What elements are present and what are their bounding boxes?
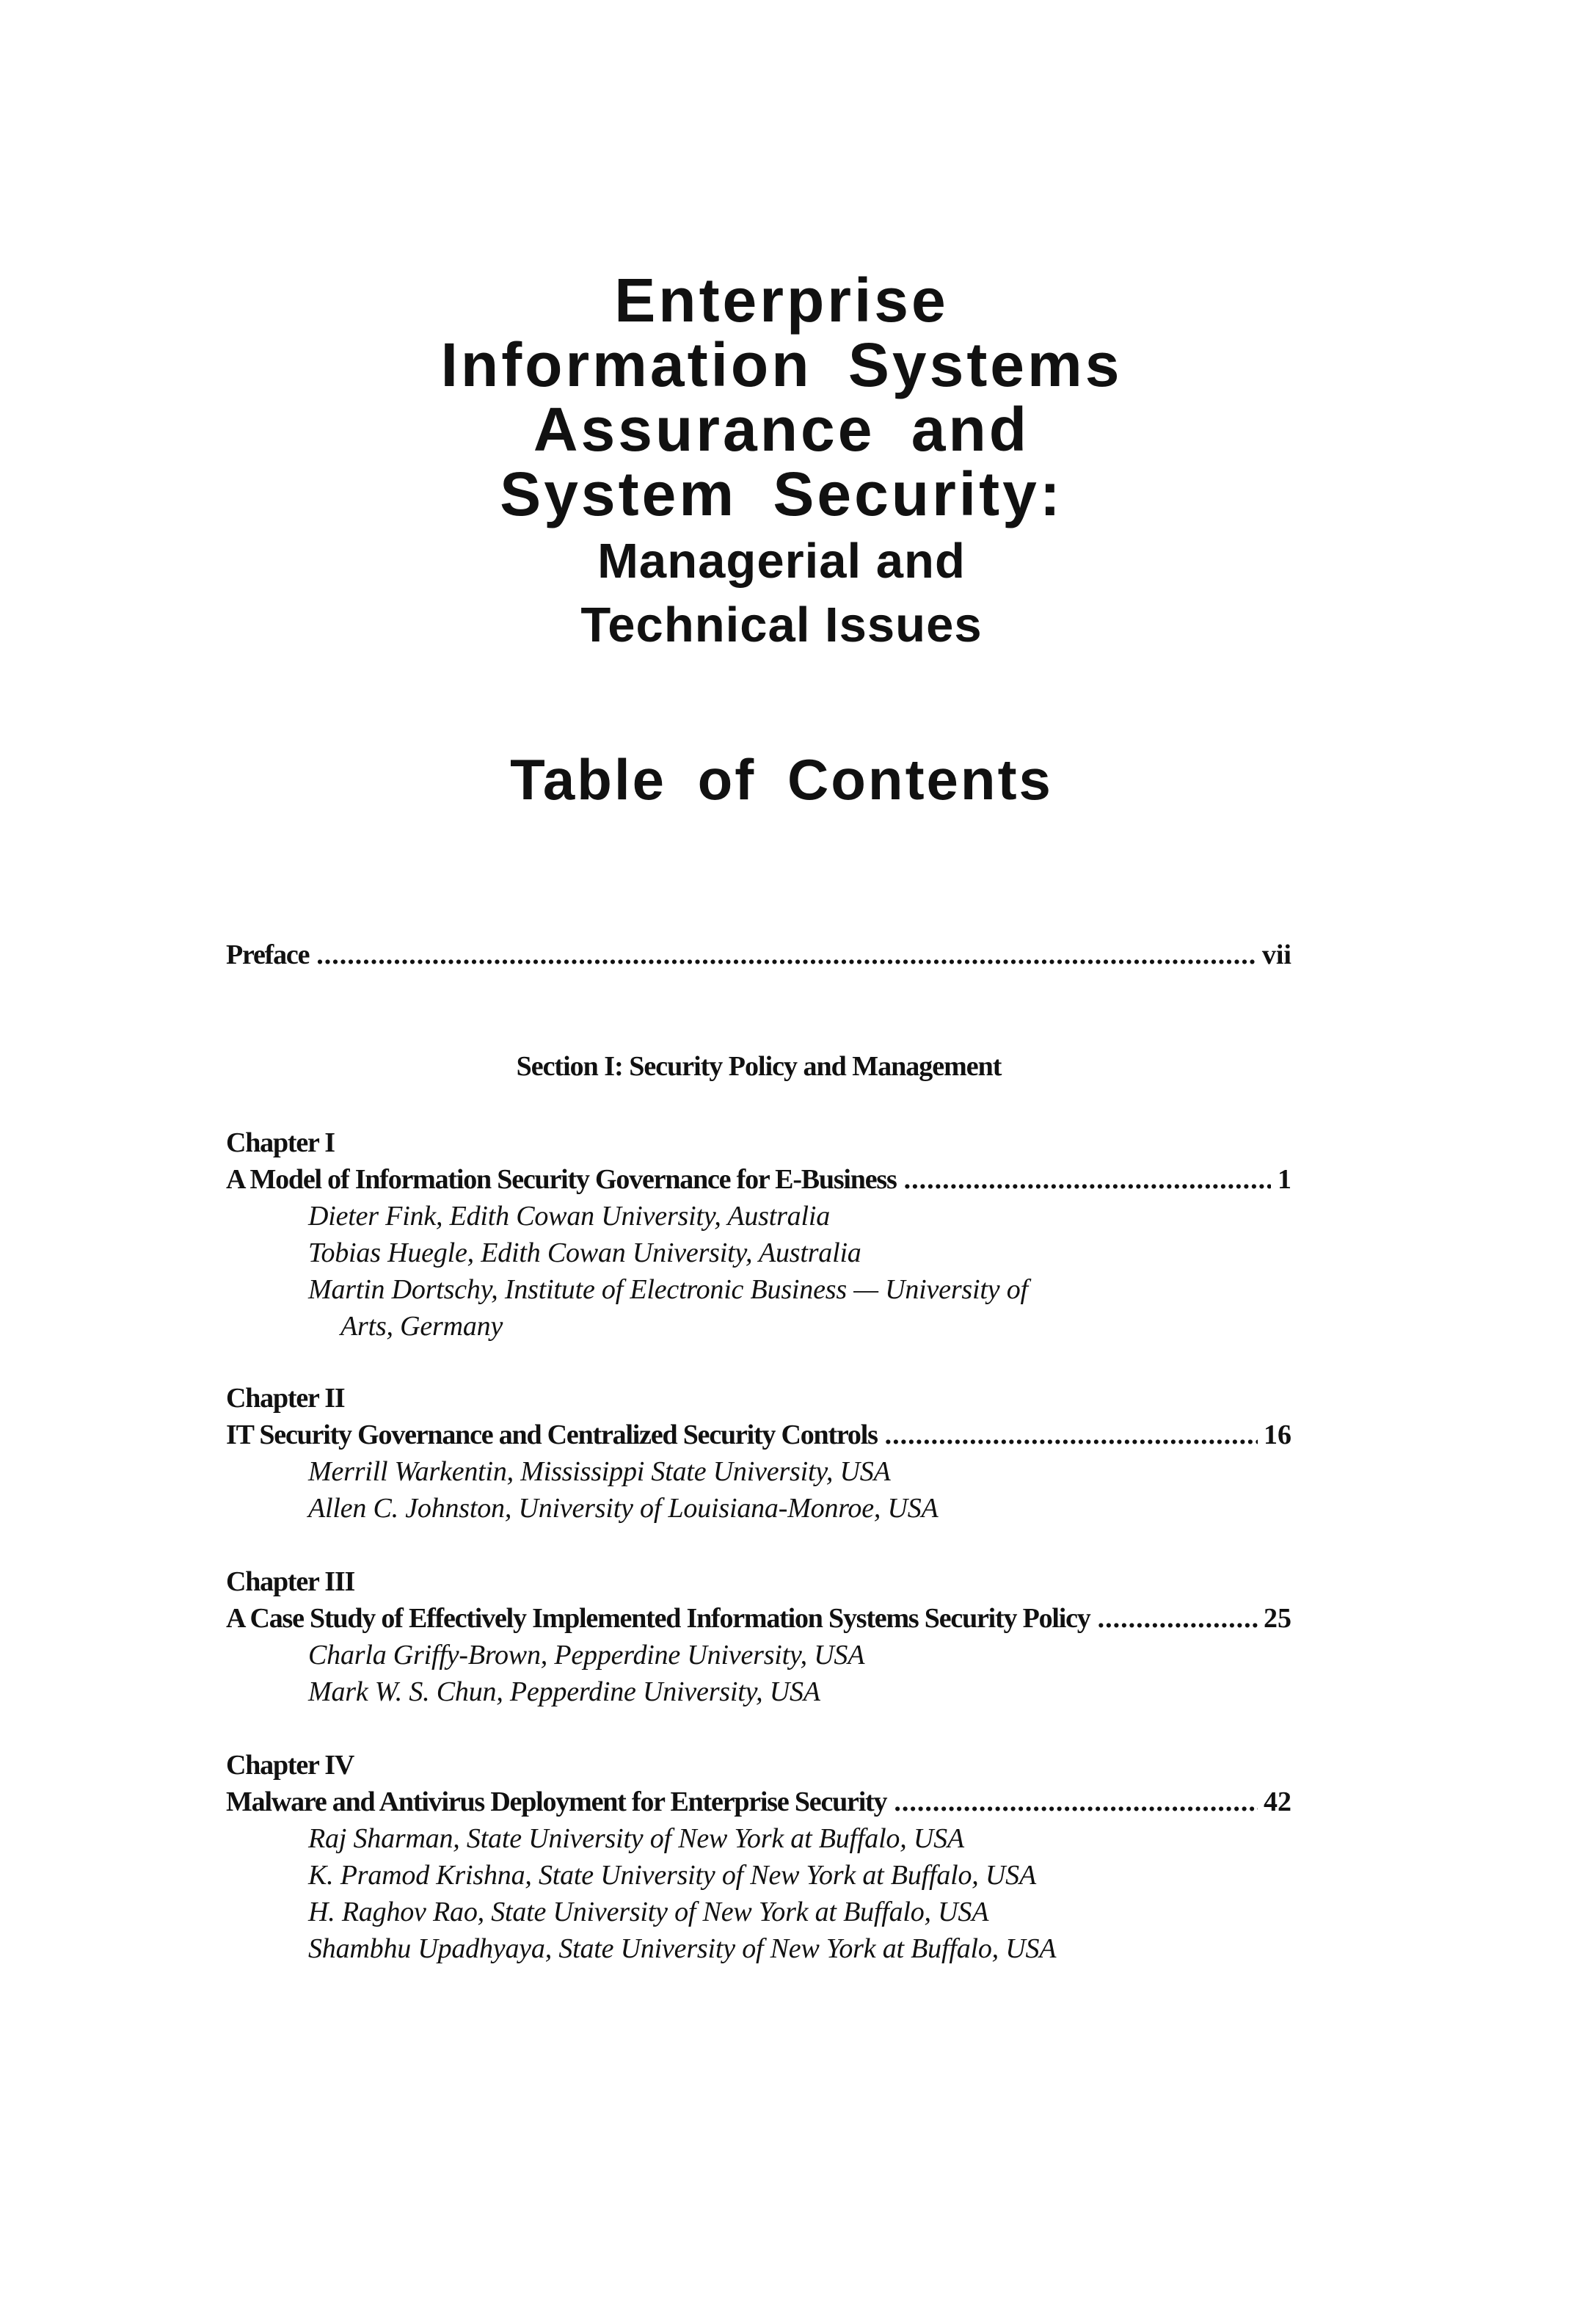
chapter-title: IT Security Governance and Centralized Security Controls (226, 1419, 878, 1450)
book-title (0, 268, 1563, 657)
entry-title: Preface (226, 939, 310, 970)
dot-leader (894, 1784, 1258, 1820)
title-line: Assurance and (533, 395, 1030, 464)
author-line: Shambhu Upadhyaya, State University of New York at Buffalo, USA (308, 1933, 1057, 1964)
subtitle-line: Managerial and (597, 534, 966, 589)
dot-leader (885, 1417, 1258, 1453)
author-line: Tobias Huegle, Edith Cowan University, Australia (308, 1237, 861, 1268)
title-line: Information Systems (440, 330, 1123, 399)
preface-entry (226, 937, 1291, 973)
dot-leader (316, 937, 1256, 973)
chapter-title: Malware and Antivirus Deployment for Enterprise Security (226, 1786, 887, 1817)
title-line: Enterprise (614, 266, 949, 335)
author-line: Allen C. Johnston, University of Louisiana-Monroe, USA (308, 1493, 939, 1524)
chapter-label: Chapter IV (226, 1750, 354, 1781)
author-line: Merrill Warkentin, Mississippi State University, USA (308, 1456, 891, 1487)
chapter-title: A Case Study of Effectively Implemented Information Systems Security Policy (226, 1603, 1090, 1634)
toc-entry-chapter-4[interactable] (226, 1784, 1291, 1820)
chapter-entry (226, 1124, 1291, 1345)
chapter-entry (226, 1747, 1291, 1967)
chapter-label: Chapter II (226, 1383, 345, 1414)
author-line: Mark W. S. Chun, Pepperdine University, USA (308, 1676, 820, 1707)
entry-page-number: vii (1261, 939, 1291, 970)
toc-entry-chapter-1[interactable] (226, 1161, 1291, 1198)
title-line: System Security: (500, 459, 1063, 528)
chapter-page-number: 16 (1264, 1419, 1291, 1450)
author-line: K. Pramod Krishna, State University of New York at Buffalo, USA (308, 1860, 1036, 1891)
chapter-entry (226, 1563, 1291, 1710)
author-line: Martin Dortschy, Institute of Electronic Business — University of (308, 1274, 1028, 1305)
chapter-label: Chapter III (226, 1566, 355, 1597)
author-line: Arts, Germany (340, 1311, 503, 1342)
author-line: Raj Sharman, State University of New York at Buffalo, USA (308, 1823, 964, 1854)
chapter-title: A Model of Information Security Governance for E-Business (226, 1164, 897, 1195)
chapter-entry (226, 1380, 1291, 1527)
subtitle-line: Technical Issues (580, 597, 983, 652)
author-line: Charla Griffy-Brown, Pepperdine University, USA (308, 1640, 865, 1671)
chapter-page-number: 42 (1264, 1786, 1291, 1817)
toc-heading: Table of Contents (510, 747, 1053, 812)
dot-leader (1098, 1600, 1258, 1637)
section-heading: Section I: Security Policy and Management (516, 1051, 1002, 1082)
toc-entry-chapter-2[interactable] (226, 1417, 1291, 1453)
author-line: Dieter Fink, Edith Cowan University, Australia (308, 1201, 831, 1232)
chapter-page-number: 1 (1278, 1164, 1291, 1195)
author-line: H. Raghov Rao, State University of New York at Buffalo, USA (308, 1897, 989, 1927)
chapter-page-number: 25 (1264, 1603, 1291, 1634)
dot-leader (904, 1161, 1271, 1198)
toc-entry-chapter-3[interactable] (226, 1600, 1291, 1637)
chapter-label: Chapter I (226, 1127, 335, 1158)
toc-entry-preface[interactable] (226, 937, 1291, 973)
